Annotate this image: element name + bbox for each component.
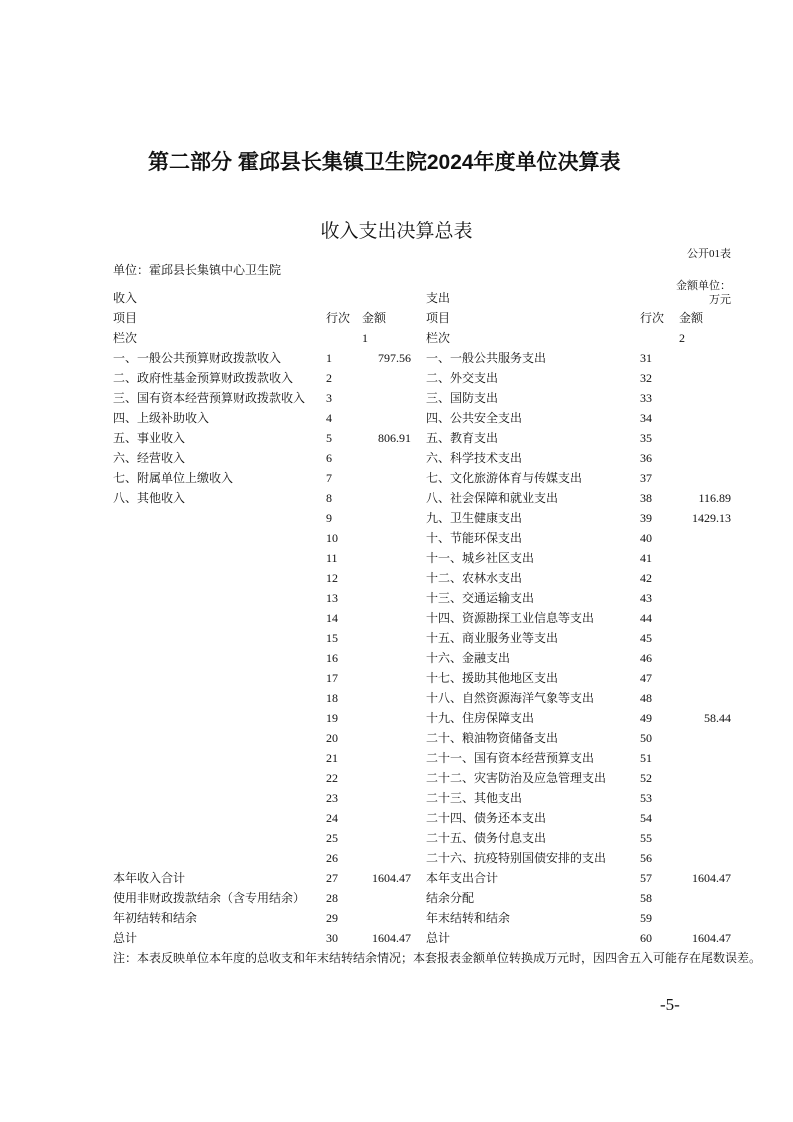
income-row-no: 24 (326, 811, 338, 825)
table-row (0, 391, 793, 411)
expense-row-no: 38 (640, 491, 652, 505)
income-col-index: 1 (362, 331, 368, 345)
expense-row-no: 55 (640, 831, 652, 845)
income-row-no: 30 (326, 931, 338, 945)
expense-item: 十四、资源勘探工业信息等支出 (426, 611, 595, 625)
income-row-no: 8 (326, 491, 332, 505)
expense-row-no: 34 (640, 411, 652, 425)
expense-item: 一、一般公共服务支出 (426, 351, 547, 365)
table-title: 收入支出决算总表 (320, 221, 473, 242)
table-row (0, 711, 793, 731)
table-row (0, 611, 793, 631)
income-row-no: 9 (326, 511, 332, 525)
expense-item: 二十六、抗疫特别国债安排的支出 (426, 851, 607, 865)
income-row-no: 27 (326, 871, 338, 885)
expense-item-header: 项目 (426, 311, 451, 325)
expense-item: 十、节能环保支出 (426, 531, 523, 545)
income-item: 二、政府性基金预算财政拨款收入 (113, 371, 294, 385)
income-row-no: 13 (326, 591, 338, 605)
footnote: 注：本表反映单位本年度的总收支和年末结转结余情况；本套报表金额单位转换成万元时，因四舍五入可能存在尾数误差。 (113, 951, 762, 965)
income-row-no: 16 (326, 651, 338, 665)
table-row (0, 631, 793, 651)
table-row (0, 731, 793, 751)
income-item: 三、国有资本经营预算财政拨款收入 (113, 391, 306, 405)
expense-row-no: 45 (640, 631, 652, 645)
amount-unit-label: 金额单位： (676, 280, 731, 292)
expense-item: 二、外交支出 (426, 371, 499, 385)
income-row-no: 21 (326, 751, 338, 765)
expense-row-no: 37 (640, 471, 652, 485)
table-row (0, 411, 793, 431)
table-row (0, 671, 793, 691)
income-row-no: 3 (326, 391, 332, 405)
expense-row-no: 41 (640, 551, 652, 565)
column-header-row (0, 311, 793, 331)
expense-row-no: 49 (640, 711, 652, 725)
income-row-no: 2 (326, 371, 332, 385)
income-row-no: 23 (326, 791, 338, 805)
expense-amount: 58.44 (704, 711, 731, 725)
table-row (0, 451, 793, 471)
income-row-no: 25 (326, 831, 338, 845)
table-row (0, 651, 793, 671)
table-row (0, 511, 793, 531)
expense-row-no: 52 (640, 771, 652, 785)
income-item: 五、事业收入 (113, 431, 186, 445)
expense-row-no: 60 (640, 931, 652, 945)
income-row-no: 12 (326, 571, 338, 585)
income-row-no: 18 (326, 691, 338, 705)
column-index-row (0, 331, 793, 351)
expense-item: 八、社会保障和就业支出 (426, 491, 559, 505)
table-row (0, 491, 793, 511)
table-row (0, 551, 793, 571)
table-row (0, 351, 793, 371)
income-item: 六、经营收入 (113, 451, 186, 465)
table-row (0, 831, 793, 851)
income-amount: 1604.47 (372, 871, 411, 885)
expense-row-no: 31 (640, 351, 652, 365)
page-number: -5- (660, 995, 680, 1014)
income-item: 八、其他收入 (113, 491, 186, 505)
expense-item: 十六、金融支出 (426, 651, 511, 665)
expense-row-no: 57 (640, 871, 652, 885)
expense-row-no: 53 (640, 791, 652, 805)
expense-item: 十九、住房保障支出 (426, 711, 535, 725)
expense-item: 二十四、债务还本支出 (426, 811, 547, 825)
expense-row-no: 58 (640, 891, 652, 905)
income-row-no: 10 (326, 531, 338, 545)
table-row (0, 891, 793, 911)
table-row (0, 431, 793, 451)
expense-item: 年末结转和结余 (426, 911, 511, 925)
expense-item: 三、国防支出 (426, 391, 499, 405)
income-row-no: 22 (326, 771, 338, 785)
expense-row-no: 44 (640, 611, 652, 625)
expense-item: 二十一、国有资本经营预算支出 (426, 751, 595, 765)
table-row (0, 371, 793, 391)
income-row-no: 6 (326, 451, 332, 465)
expense-item: 六、科学技术支出 (426, 451, 523, 465)
income-row-no: 17 (326, 671, 338, 685)
income-row-no: 29 (326, 911, 338, 925)
expense-row-no: 48 (640, 691, 652, 705)
expense-row-no: 54 (640, 811, 652, 825)
income-item: 七、附属单位上缴收入 (113, 471, 234, 485)
unit-name: 单位：霍邱县长集镇中心卫生院 (113, 263, 282, 277)
table-row (0, 471, 793, 491)
income-row-no: 20 (326, 731, 338, 745)
table-row (0, 791, 793, 811)
table-row (0, 851, 793, 871)
section-header-row (0, 291, 793, 311)
expense-row-no: 40 (640, 531, 652, 545)
table-row (0, 771, 793, 791)
income-amount: 806.91 (378, 431, 411, 445)
expense-item: 二十五、债务付息支出 (426, 831, 547, 845)
income-row-no: 28 (326, 891, 338, 905)
expense-item: 九、卫生健康支出 (426, 511, 523, 525)
income-row-no: 19 (326, 711, 338, 725)
table-row (0, 531, 793, 551)
expense-item: 十七、援助其他地区支出 (426, 671, 559, 685)
table-row (0, 931, 793, 951)
expense-index-label: 栏次 (426, 331, 451, 345)
income-item: 本年收入合计 (113, 871, 186, 885)
expense-row-no: 39 (640, 511, 652, 525)
expense-amount: 1604.47 (692, 931, 731, 945)
income-item-header: 项目 (113, 311, 138, 325)
expense-row-no: 43 (640, 591, 652, 605)
section-title: 第二部分 霍邱县长集镇卫生院2024年度单位决算表 (148, 151, 621, 174)
expense-row-no: 50 (640, 731, 652, 745)
income-row-no: 5 (326, 431, 332, 445)
income-row-no: 11 (326, 551, 338, 565)
income-amount: 1604.47 (372, 931, 411, 945)
expense-item: 五、教育支出 (426, 431, 499, 445)
income-row-no: 1 (326, 351, 332, 365)
expense-row-no: 46 (640, 651, 652, 665)
expense-row-header: 行次 (640, 311, 665, 325)
income-item: 四、上级补助收入 (113, 411, 210, 425)
expense-item: 总计 (426, 931, 451, 945)
expense-item: 七、文化旅游体育与传媒支出 (426, 471, 583, 485)
expense-amount-header: 金额 (679, 311, 704, 325)
expense-item: 结余分配 (426, 891, 475, 905)
expense-row-no: 32 (640, 371, 652, 385)
table-row (0, 571, 793, 591)
table-row (0, 751, 793, 771)
expense-item: 四、公共安全支出 (426, 411, 523, 425)
expense-amount: 1604.47 (692, 871, 731, 885)
income-row-no: 4 (326, 411, 332, 425)
expense-item: 二十三、其他支出 (426, 791, 523, 805)
expense-row-no: 47 (640, 671, 652, 685)
expense-row-no: 51 (640, 751, 652, 765)
income-index-label: 栏次 (113, 331, 138, 345)
expense-row-no: 59 (640, 911, 652, 925)
expense-row-no: 33 (640, 391, 652, 405)
table-row (0, 591, 793, 611)
expense-amount: 116.89 (698, 491, 731, 505)
income-header: 收入 (113, 291, 138, 305)
table-row (0, 871, 793, 891)
expense-item: 十二、农林水支出 (426, 571, 523, 585)
expense-item: 二十二、灾害防治及应急管理支出 (426, 771, 607, 785)
expense-row-no: 35 (640, 431, 652, 445)
income-item: 使用非财政拨款结余（含专用结余） (113, 891, 306, 905)
expense-item: 十八、自然资源海洋气象等支出 (426, 691, 595, 705)
income-amount: 797.56 (378, 351, 411, 365)
expense-item: 十五、商业服务业等支出 (426, 631, 559, 645)
income-row-no: 7 (326, 471, 332, 485)
table-row (0, 911, 793, 931)
expense-item: 十一、城乡社区支出 (426, 551, 535, 565)
income-row-no: 15 (326, 631, 338, 645)
expense-row-no: 36 (640, 451, 652, 465)
amount-unit: 万元 (709, 294, 731, 306)
expense-item: 十三、交通运输支出 (426, 591, 535, 605)
income-row-header: 行次 (326, 311, 351, 325)
form-number: 公开01表 (687, 248, 731, 260)
expense-amount: 1429.13 (692, 511, 731, 525)
income-row-no: 26 (326, 851, 338, 865)
income-item: 总计 (113, 931, 138, 945)
expense-item: 二十、粮油物资储备支出 (426, 731, 559, 745)
expense-col-index: 2 (679, 331, 685, 345)
expense-header: 支出 (426, 291, 451, 305)
expense-row-no: 42 (640, 571, 652, 585)
income-item: 年初结转和结余 (113, 911, 198, 925)
table-row (0, 691, 793, 711)
expense-row-no: 56 (640, 851, 652, 865)
table-row (0, 811, 793, 831)
income-item: 一、一般公共预算财政拨款收入 (113, 351, 282, 365)
income-amount-header: 金额 (362, 311, 387, 325)
expense-item: 本年支出合计 (426, 871, 499, 885)
income-row-no: 14 (326, 611, 338, 625)
